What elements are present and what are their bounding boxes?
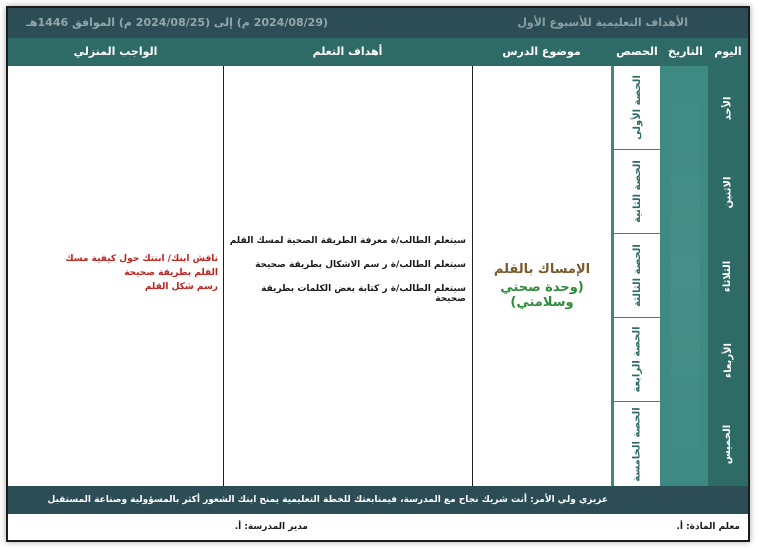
learning-objectives (228, 236, 466, 318)
header-day: اليوم (714, 45, 742, 58)
header-date: التاريخ (668, 45, 703, 58)
header-topic: موضوع الدرس (502, 45, 581, 58)
day-cell: الخميس (722, 424, 734, 464)
plan-table-body (8, 66, 748, 486)
period-cell: الحصة الأولى (614, 66, 660, 150)
homework-text (48, 252, 218, 294)
homework-item: رسم شكل القلم (144, 282, 218, 292)
period-cell: الحصة الخامسة (614, 402, 660, 486)
parent-message-bar (8, 486, 748, 514)
dates-column (663, 66, 708, 486)
objective-item: سيتعلم الطالب/ة معرفة الطريقة الصحية لمسك القلم (229, 236, 466, 246)
column-divider (472, 66, 473, 486)
day-cell: الاثنين (722, 176, 734, 208)
objective-item: سيتعلم الطالب/ة ر سم الاشكال بطريقة صحيحة (255, 260, 466, 270)
column-divider (223, 66, 224, 486)
top-title-bar (8, 8, 748, 38)
lesson-unit: (وحدة صحتي وسلامتي) (500, 280, 584, 310)
week-date-range: (2024/08/29 م) إلى (2024/08/25 م) الموافق 1446هـ (26, 16, 328, 29)
header-objectives: أهداف التعلم (312, 45, 383, 58)
period-cell: الحصة الثالثة (614, 234, 660, 318)
teacher-signature: معلم المادة: أ. (676, 522, 740, 532)
table-header (8, 38, 748, 66)
parent-message: عزيزي ولي الأمر: أنت شريك نجاح مع المدرسة، فيمتابعتك للخطة التعليمية يمنح ابنك الشعور أكثر بالمسؤولية وصناعة المستقبل (47, 495, 608, 505)
signature-row (8, 514, 748, 540)
week-title: الأهداف التعليمية للأسبوع الأول (517, 16, 688, 29)
periods-column (611, 66, 663, 486)
header-homework: الواجب المنزلي (73, 45, 158, 58)
days-column (708, 66, 748, 486)
lesson-topic (478, 262, 606, 310)
blurred-dates (671, 66, 700, 486)
header-periods: الحصص (616, 45, 658, 58)
homework-item: ناقش ابنك/ ابنتك حول كيفية مسك القلم بطريقة صحيحة (65, 254, 218, 278)
day-cell: الأربعاء (722, 342, 734, 378)
period-cell: الحصة الرابعة (614, 318, 660, 402)
lesson-title: الإمساك بالقلم (493, 262, 591, 277)
day-cell: الأحد (722, 96, 734, 120)
period-cell: الحصة الثانية (614, 150, 660, 234)
objective-item: سيتعلم الطالب/ة ر كتابة بعض الكلمات بطريقة صحيحة (261, 284, 466, 304)
day-cell: الثلاثاء (722, 260, 734, 292)
principal-signature: مدير المدرسة: أ. (234, 522, 308, 532)
weekly-plan-sheet (6, 6, 750, 542)
